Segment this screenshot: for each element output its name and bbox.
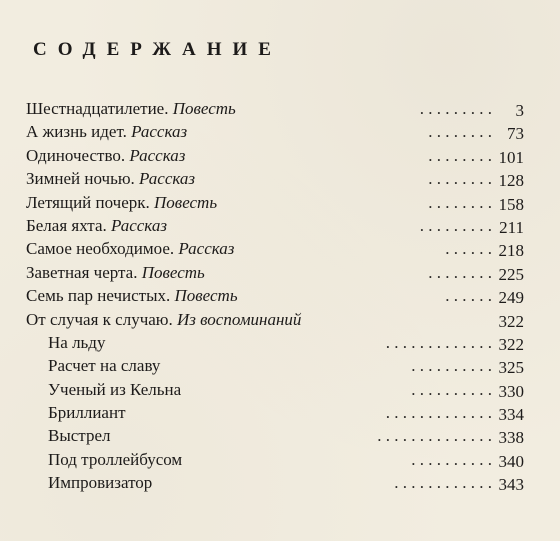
entry-title: Бриллиант bbox=[48, 403, 126, 423]
table-of-contents bbox=[0, 97, 560, 495]
entry-text bbox=[26, 120, 187, 143]
dot-leader: . . . . . . . . . bbox=[419, 99, 492, 118]
entry-genre: Из воспоминаний bbox=[176, 309, 302, 329]
entry-genre: Повесть bbox=[141, 262, 205, 282]
toc-entry bbox=[0, 237, 560, 260]
entry-title: Шестнадцатилетие. bbox=[26, 99, 169, 118]
dot-leader: . . . . . . . . . . bbox=[411, 449, 492, 469]
entry-text bbox=[48, 401, 126, 424]
entry-text bbox=[48, 354, 160, 377]
entry-title: Самое необходимое. bbox=[26, 239, 175, 259]
entry-title: На льду bbox=[48, 332, 106, 352]
entry-genre: Рассказ bbox=[139, 169, 196, 189]
page-number: 343 bbox=[498, 475, 524, 495]
toc-subentry bbox=[0, 448, 560, 471]
toc-entry bbox=[0, 144, 560, 167]
page-number: 322 bbox=[498, 311, 524, 331]
toc-entry bbox=[0, 284, 560, 307]
page-number: 218 bbox=[498, 241, 524, 261]
entry-text bbox=[26, 191, 217, 214]
toc-subentry bbox=[0, 424, 560, 447]
entry-title: Зимней ночью. bbox=[26, 169, 135, 189]
dot-leader: . . . . . . bbox=[445, 239, 492, 259]
toc-entry bbox=[0, 167, 560, 190]
entry-title: Летящий почерк. bbox=[26, 192, 150, 212]
page-number: 330 bbox=[498, 381, 524, 401]
toc-entry bbox=[0, 308, 560, 331]
toc-subentry bbox=[0, 354, 560, 377]
toc-entry bbox=[0, 214, 560, 237]
entry-text bbox=[26, 308, 301, 331]
toc-entry bbox=[0, 191, 560, 214]
toc-entry bbox=[0, 120, 560, 143]
dot-leader: . . . . . . . . bbox=[428, 192, 492, 212]
entry-text bbox=[48, 424, 110, 447]
dot-leader: . . . . . . . . . . bbox=[411, 356, 492, 376]
toc-subentry bbox=[0, 331, 560, 354]
entry-text bbox=[48, 331, 105, 354]
entry-text bbox=[26, 97, 236, 120]
page-number: 249 bbox=[498, 288, 524, 308]
page-number: 334 bbox=[498, 405, 524, 425]
dot-leader: . . . . . . . . . . . . . . bbox=[377, 426, 492, 446]
entry-genre: Рассказ bbox=[129, 145, 186, 165]
entry-text bbox=[26, 214, 167, 237]
dot-leader: . . . . . . . . . . . . . bbox=[385, 332, 492, 352]
page-number: 73 bbox=[507, 124, 524, 144]
entry-title: Одиночество. bbox=[26, 145, 126, 165]
entry-text bbox=[26, 144, 185, 167]
entry-title: Заветная черта. bbox=[26, 262, 138, 282]
dot-leader: . . . . . . . . . . . . . bbox=[385, 403, 492, 423]
entry-text bbox=[48, 448, 182, 471]
page-number: 322 bbox=[498, 334, 524, 354]
dot-leader: . . . . . . . . . . . . bbox=[394, 473, 492, 493]
entry-text bbox=[26, 167, 195, 190]
page-number: 3 bbox=[515, 101, 524, 120]
dot-leader: . . . . . . . . . . bbox=[411, 379, 492, 399]
entry-text bbox=[26, 261, 205, 284]
dot-leader: . . . . . . . . bbox=[428, 122, 492, 142]
entry-text bbox=[26, 284, 238, 307]
dot-leader: . . . . . . . . bbox=[428, 145, 492, 165]
page-number: 338 bbox=[498, 428, 524, 448]
page-number: 340 bbox=[498, 451, 524, 471]
page-number: 211 bbox=[499, 217, 524, 237]
entry-title: Импровизатор bbox=[48, 473, 153, 493]
entry-genre: Повесть bbox=[154, 192, 218, 212]
toc-entry bbox=[0, 261, 560, 284]
entry-title: От случая к случаю. bbox=[26, 309, 173, 329]
dot-leader: . . . . . . . . . bbox=[419, 215, 492, 235]
dot-leader: . . . . . . . . bbox=[428, 169, 492, 189]
entry-title: Расчет на славу bbox=[48, 356, 161, 376]
entry-text bbox=[48, 471, 152, 494]
entry-genre: Рассказ bbox=[131, 122, 188, 142]
entry-text bbox=[48, 378, 181, 401]
entry-text bbox=[26, 237, 234, 260]
dot-leader: . . . . . . . . bbox=[428, 262, 492, 282]
entry-title: А жизнь идет. bbox=[26, 122, 127, 142]
entry-genre: Повесть bbox=[172, 99, 236, 118]
page-number: 225 bbox=[498, 264, 524, 284]
entry-title: Под троллейбусом bbox=[48, 449, 183, 469]
toc-subentry bbox=[0, 401, 560, 424]
toc-subentry bbox=[0, 378, 560, 401]
entry-genre: Рассказ bbox=[178, 239, 235, 259]
entry-title: Выстрел bbox=[48, 426, 111, 446]
page-number: 128 bbox=[498, 171, 524, 191]
toc-entry bbox=[0, 97, 560, 120]
dot-leader: . . . . . . bbox=[445, 286, 492, 306]
entry-genre: Рассказ bbox=[110, 215, 167, 235]
entry-genre: Повесть bbox=[174, 286, 238, 306]
page-number: 101 bbox=[498, 147, 524, 167]
entry-title: Ученый из Кельна bbox=[48, 379, 182, 399]
entry-title: Белая яхта. bbox=[26, 215, 107, 235]
page-number: 158 bbox=[498, 194, 524, 214]
page-number: 325 bbox=[498, 358, 524, 378]
toc-subentry bbox=[0, 471, 560, 494]
entry-title: Семь пар нечистых. bbox=[26, 286, 171, 306]
page-heading: СОДЕРЖАНИЕ bbox=[33, 39, 282, 60]
